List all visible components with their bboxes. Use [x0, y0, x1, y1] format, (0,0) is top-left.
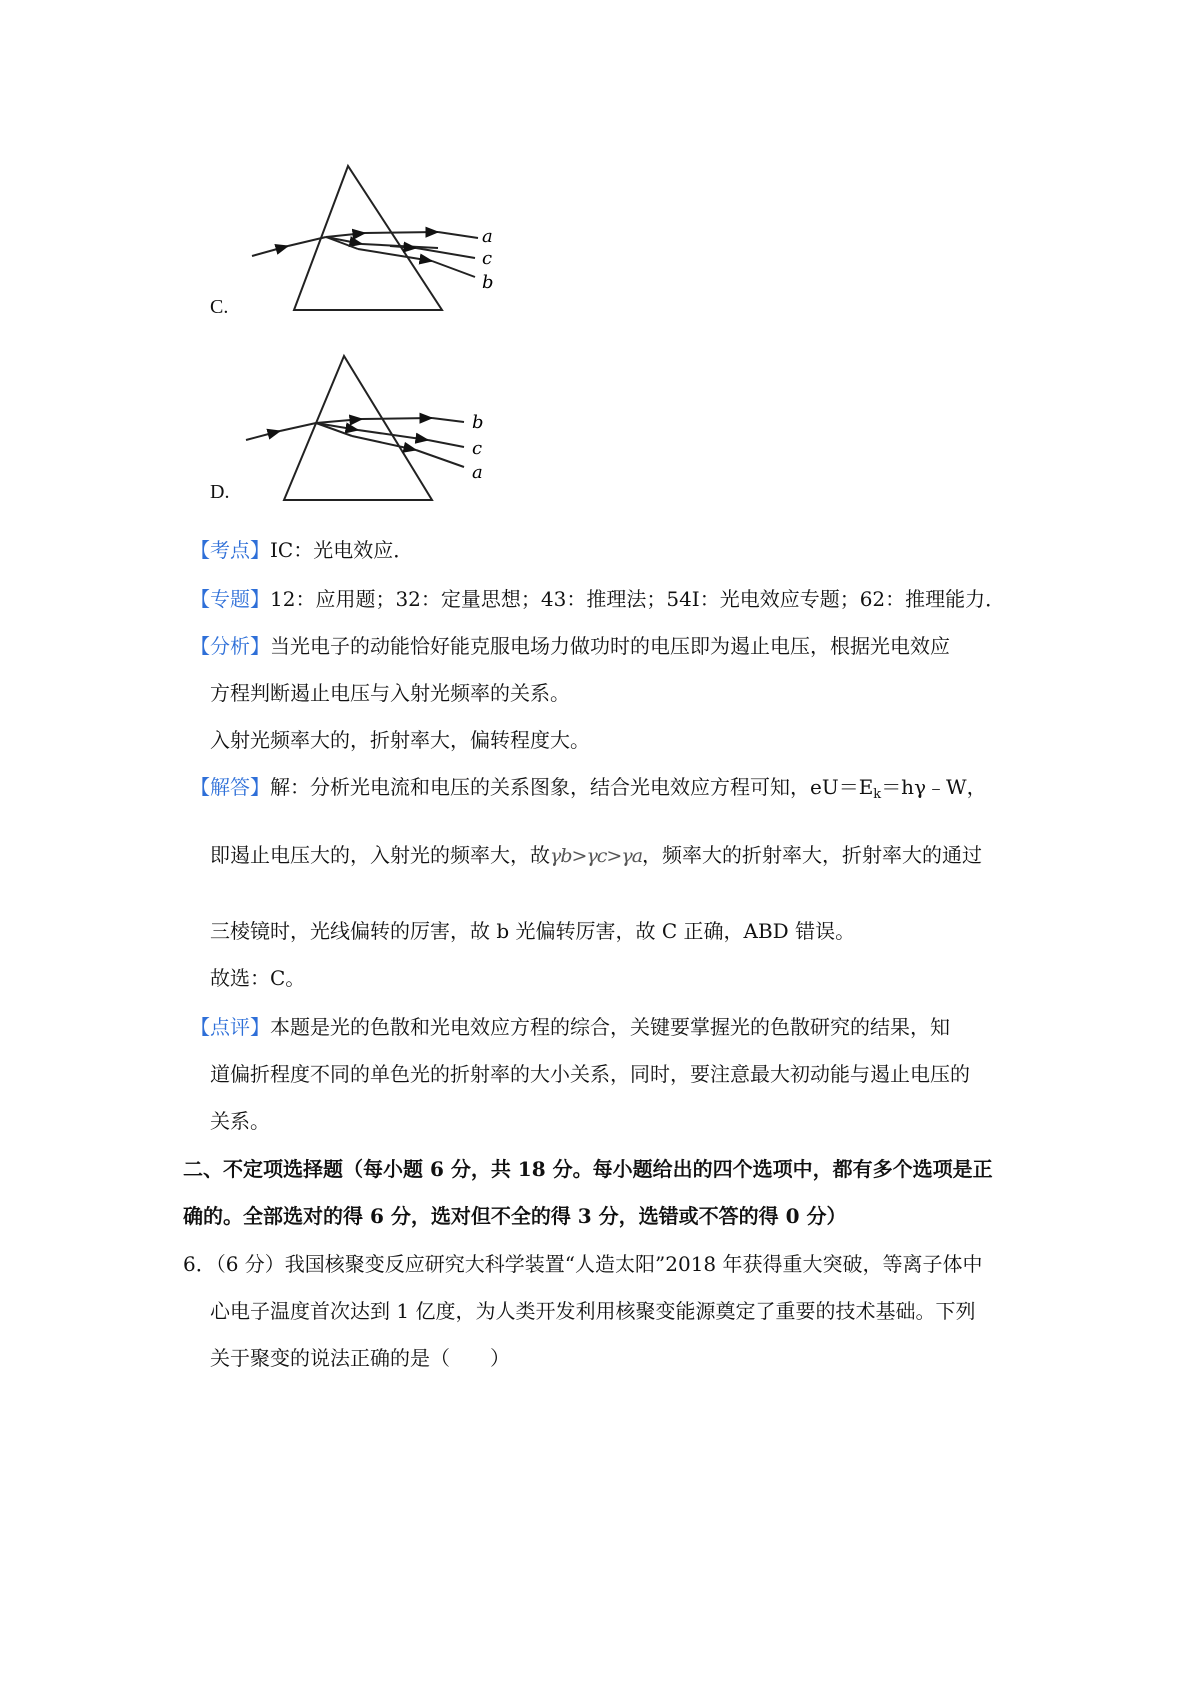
- ray-label: a: [482, 226, 493, 247]
- ray-label: c: [472, 438, 483, 459]
- fenxi-line-2: 方程判断遏止电压与入射光频率的关系。: [210, 681, 570, 705]
- jieda-line-4: 故选：C。: [210, 966, 306, 990]
- kaodian-text: IC：光电效应．: [270, 538, 414, 562]
- kaodian-tag: 【考点】: [190, 538, 270, 562]
- prism-figure-c: [240, 160, 510, 320]
- jieda-line-3: 三棱镜时，光线偏转的厉害，故 b 光偏转厉害，故 C 正确，ABD 错误。: [210, 919, 856, 943]
- jieda-line-2: 即遏止电压大的，入射光的频率大，故γb>γc>γa，频率大的折射率大，折射率大的通过: [210, 843, 983, 867]
- question-6-line-3: 关于聚变的说法正确的是（ ）: [210, 1346, 510, 1370]
- zhuanti-text: 12：应用题；32：定量思想；43：推理法；54I：光电效应专题；62：推理能力．: [270, 587, 1006, 611]
- frequency-inequality: γb>γc>γa: [550, 845, 643, 867]
- jieda-line-1: 【解答】解：分析光电流和电压的关系图象，结合光电效应方程可知，$eU=E_k=h\gamma﹣W$，: [190, 775, 987, 802]
- kaodian-line: [190, 533, 413, 567]
- incident-ray: [246, 431, 280, 440]
- ray-label: b: [472, 412, 484, 433]
- ray-label: a: [472, 462, 483, 483]
- fenxi-line-3: 入射光频率大的，折射率大，偏转程度大。: [210, 728, 590, 752]
- section-2-heading-1: 二、不定项选择题（每小题 6 分，共 18 分。每小题给出的四个选项中，都有多个选项是正: [183, 1157, 993, 1181]
- option-c-label: C.: [210, 296, 229, 318]
- dianping-tag: 【点评】: [190, 1015, 270, 1039]
- prism-triangle: [284, 356, 432, 500]
- fenxi-line-1: 【分析】当光电子的动能恰好能克服电场力做功时的电压即为遏止电压，根据光电效应: [190, 634, 950, 658]
- option-d-label: D.: [210, 481, 230, 503]
- prism-figure-d: [236, 350, 506, 510]
- dianping-line-2: 道偏折程度不同的单色光的折射率的大小关系，同时，要注意最大初动能与遏止电压的: [210, 1062, 970, 1086]
- prism-triangle: [294, 166, 442, 310]
- question-6-line-1: 6．（6 分）我国核聚变反应研究大科学装置“人造太阳”2018 年获得重大突破，等离子体中: [183, 1252, 983, 1276]
- ray-label: b: [482, 272, 494, 293]
- zhuanti-tag: 【专题】: [190, 587, 270, 611]
- section-2-heading-2: 确的。全部选对的得 6 分，选对但不全的得 3 分，选错或不答的得 0 分）: [183, 1204, 847, 1228]
- jieda-tag: 【解答】: [190, 775, 270, 799]
- ray-a-out: [365, 232, 438, 233]
- ray-label: c: [482, 248, 493, 269]
- incident-ray: [252, 246, 288, 256]
- question-6-line-2: 心电子温度首次达到 1 亿度，为人类开发利用核聚变能源奠定了重要的技术基础。下列: [210, 1299, 976, 1323]
- fenxi-tag: 【分析】: [190, 634, 270, 658]
- dianping-line-1: 【点评】本题是光的色散和光电效应方程的综合，关键要掌握光的色散研究的结果，知: [190, 1015, 950, 1039]
- dianping-line-3: 关系。: [210, 1109, 270, 1133]
- zhuanti-line: [190, 582, 1005, 616]
